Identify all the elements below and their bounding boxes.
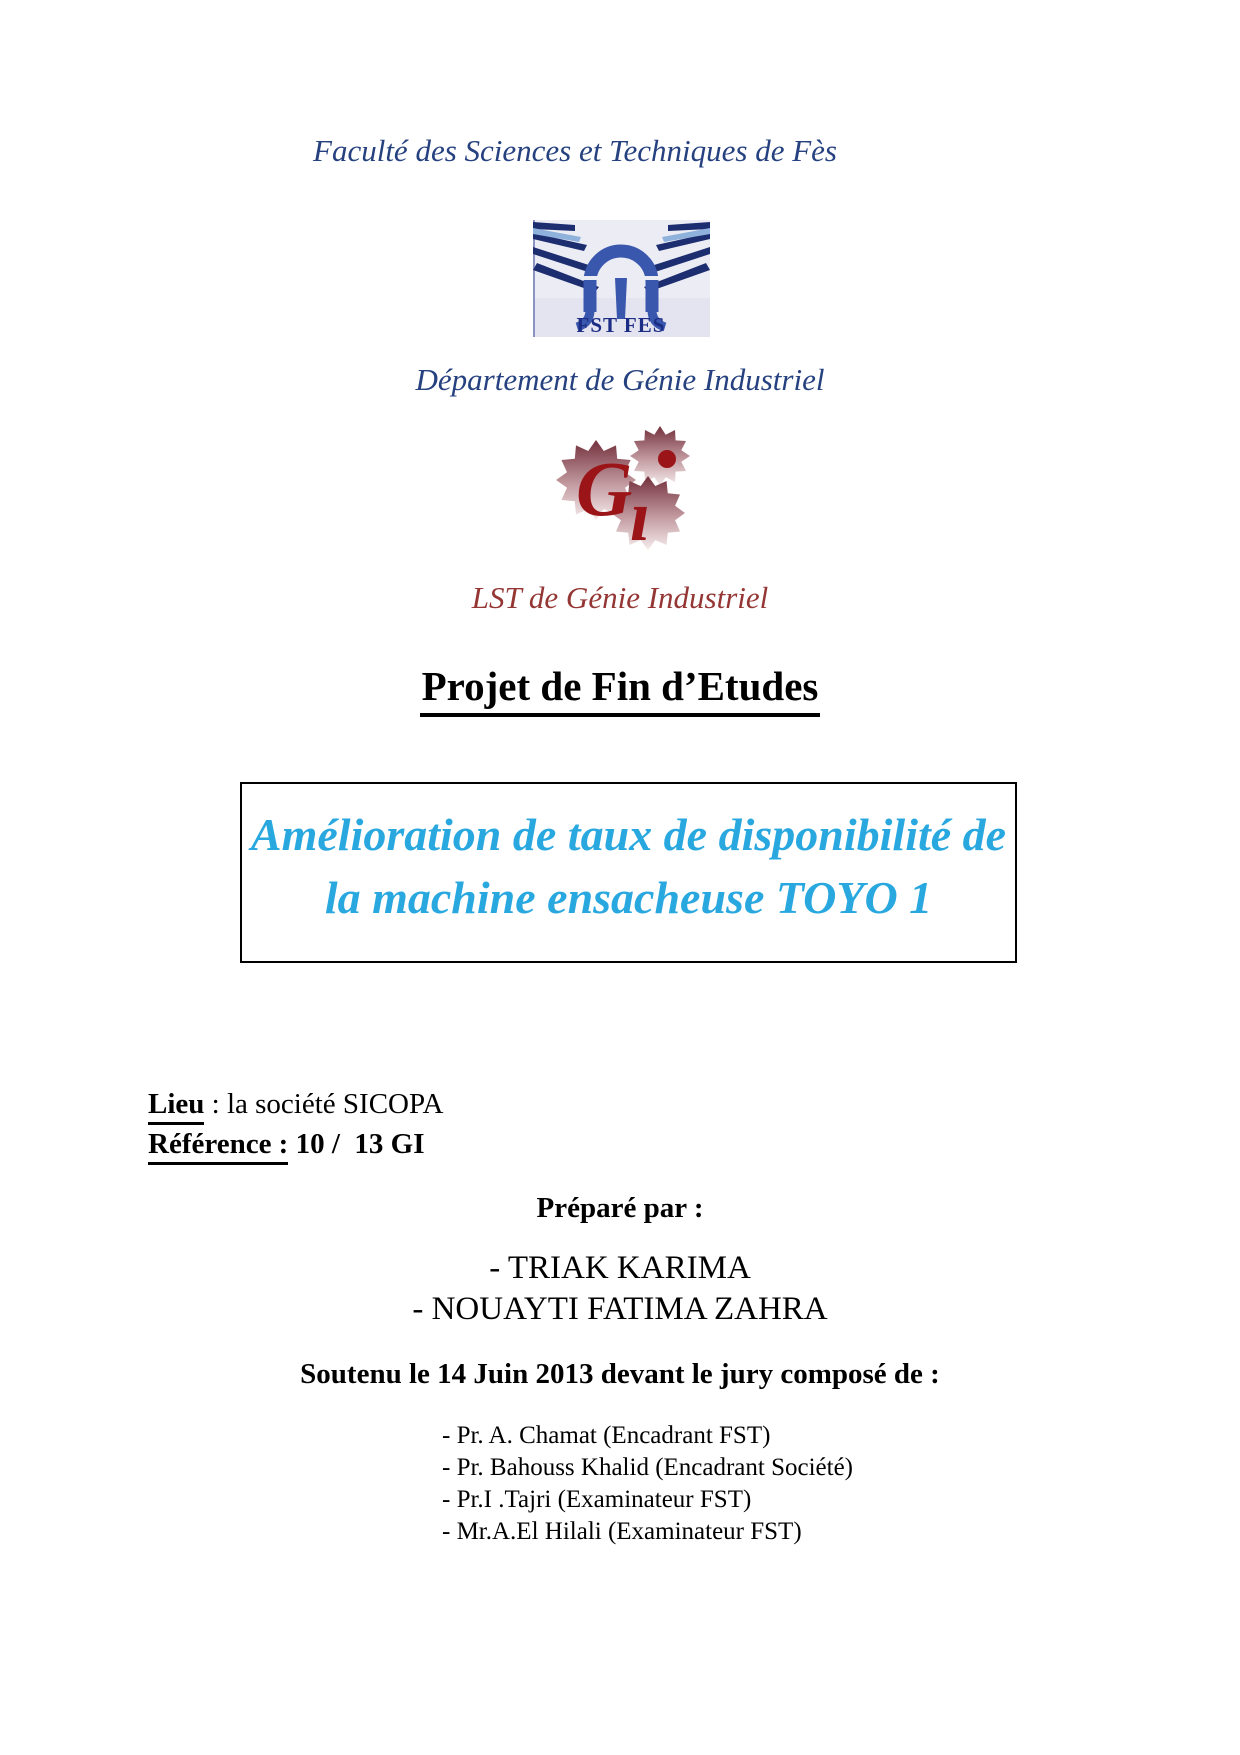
document-type-text: Projet de Fin d’Etudes	[420, 662, 821, 717]
authors-list	[0, 1248, 1240, 1330]
gi-logo-graphic	[548, 418, 698, 553]
jury-member: - Pr. A. Chamat (Encadrant FST)	[442, 1422, 771, 1449]
jury-member: - Mr.A.El Hilali (Examinateur FST)	[442, 1518, 802, 1545]
document-type-heading	[0, 662, 1240, 717]
gi-department-logo	[548, 418, 698, 553]
project-title-box	[240, 782, 1017, 963]
prepared-by-label: Préparé par :	[536, 1192, 704, 1224]
gi-letter-i: ı	[630, 476, 651, 553]
location-label: Lieu	[148, 1089, 204, 1125]
reference-value: 10 / 13 GI	[288, 1127, 425, 1160]
program-name: LST de Génie Industriel	[471, 580, 769, 615]
author-line: - TRIAK KARIMA	[489, 1250, 751, 1286]
author-line: - NOUAYTI FATIMA ZAHRA	[412, 1291, 828, 1327]
faculty-name: Faculté des Sciences et Techniques de Fès	[313, 133, 837, 168]
project-title-line2: la machine ensacheuse TOYO 1	[324, 871, 933, 923]
location-line	[148, 1085, 443, 1125]
project-title-line1: Amélioration de taux de disponibilité de	[250, 808, 1007, 860]
fst-logo-graphic	[533, 220, 710, 337]
jury-member: - Pr.I .Tajri (Examinateur FST)	[442, 1486, 752, 1513]
defense-line: Soutenu le 14 Juin 2013 devant le jury composé de :	[300, 1358, 940, 1390]
location-reference-block	[148, 1085, 443, 1165]
fst-fes-logo	[533, 220, 710, 337]
reference-line	[148, 1125, 443, 1165]
fst-logo-caption: FST FES	[576, 313, 666, 337]
department-name: Département de Génie Industriel	[415, 362, 825, 397]
gi-i-dot	[658, 450, 676, 468]
gi-letter-g: G	[576, 445, 633, 532]
jury-list	[442, 1420, 853, 1548]
reference-label: Référence :	[148, 1129, 288, 1165]
location-value: : la société SICOPA	[204, 1088, 444, 1120]
jury-member: - Pr. Bahouss Khalid (Encadrant Société)	[442, 1454, 854, 1481]
